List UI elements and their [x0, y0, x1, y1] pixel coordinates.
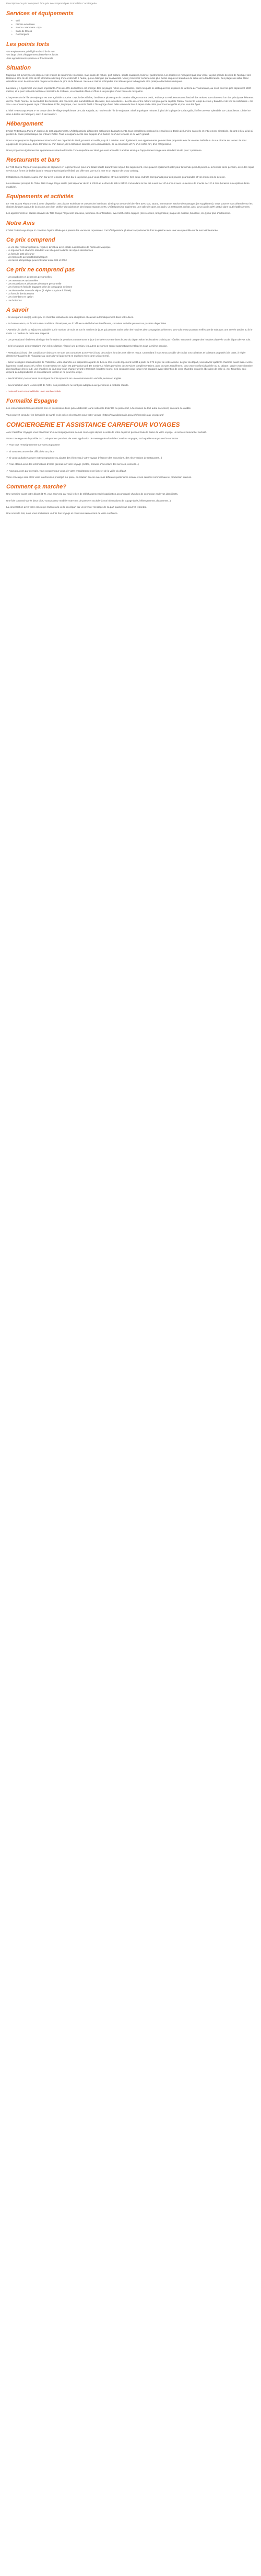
paragraph: - Selon les règles internationales de l'hôtellerie, votre chambre est disponible à partir de 14h ou 15h et votre logement locatif à partir de 17h le jour de votre arrivée. Le jour du départ, vous devrez quitter la chambre avant midi et votre logement locatif avant 10h, même si votre retour en avion est prévu plus tard. De nombreux hôtels prévoient des services complémentaires, avec ou sans supplément, pour votre confort à l'arrivée ou au départ : garder votre chambre plus tard (late check-out), une chambre de jour pour vous changer avant le transfert (courtesy room). Ces consignes pour ranger vos bagages avant obtention de votre chambre ou après libération de celle-ci, etc. Toutefois, ceci dépend des disponibilités et circonstances locales et ne peut être exigé. — [6, 361, 253, 374]
situation-title: Situation — [6, 64, 31, 71]
list-item: - Les assurances optionnelles — [6, 279, 38, 282]
hebergement-title: Hébergement — [6, 120, 43, 127]
list-item: - Les boissons — [6, 299, 22, 302]
services-title: Services et équipements — [6, 10, 74, 17]
comment-section — [6, 483, 255, 515]
conciergerie-section — [6, 421, 255, 479]
list-item: • Sauna - Hammam - Spa — [16, 26, 255, 30]
equipements-title: Equipements et activités — [6, 193, 74, 200]
list-item: -Un emplacement privilégié au bord de la mer — [6, 50, 55, 53]
prix-comprend-section — [6, 236, 255, 262]
paragraph: - Si vous partez seul(e), votre prix en chambre individuelle sera obligatoire et calculé automatiquement dans votre devis. — [6, 315, 134, 318]
paragraph: Votre concierge sera alors votre interlocuteur privilégié sur place, en relation directe avec nos différents partenaires locaux et nos services commerciaux et production internes. — [6, 475, 192, 478]
list-item: - Le logement en chambre standard vue ville pour la durée de séjour sélectionnée — [6, 249, 93, 252]
notre-avis-section — [6, 220, 255, 232]
list-item: - La formule petit-déjeuner — [6, 252, 34, 255]
paragraph: Votre concierge est disponible 24/7, uniquement par chat, via votre application de messagerie sécurisée Carrefour Voyages, sur laquelle vous pouvez le contacter : — [6, 437, 180, 440]
list-item: - Les éventuels frais de bagages selon la compagnie aérienne — [6, 286, 73, 289]
formalite-section — [6, 397, 255, 417]
hebergement-section — [6, 120, 255, 152]
list-item: - Les excursions et dépenses de nature personnelle — [6, 282, 62, 286]
paragraph: Les appartements et studios rénovés du THB Guaya Playa sont spacieux, lumineux et confortables, avec kitchenette équipée (micro-ondes, réfrigérateur, plaque de cuisson, bouilloire, etc.) pour plus d'autonomie. — [6, 212, 231, 215]
paragraph: - Prestations à bord : les conditions et boissons ne sont pas comprises au service à bord des avions lors des vols aller et retour. Cependant il vous sera possible de choisir vos collations et boissons proposés à la carte, à régler directement auprès de l'équipage au cours du vol (paiement en espèces et en carte uniquement). — [6, 351, 246, 357]
paragraph: Nous proposons également les appartements standard Studio d'une superficie de 36m², pouvant accueillir 2 adultes ainsi que l'appartement single une standard studio pour 1 personne. — [6, 149, 203, 152]
services-section — [6, 10, 255, 37]
paragraph: L'hôtel THB Guaya Playa 4* constitue l'option idéale pour passer des vacances reposantes. Cet hôtel possède plusieurs appartements dont sa piscine avec une vue splendide sur la mer Méditerranée. — [6, 229, 219, 232]
services-list — [6, 19, 255, 37]
paragraph: L'établissement dispose aussi d'un bar avec terrasse et d'un bar à la piscine, pour vous désaltérer et vous rafraîchir. Ces deux endroits sont parfaits pour des pauses gourmandes et vos moments de détente. — [6, 175, 226, 178]
paragraph: La conversation avec votre concierge s'activera la veille du départ par un premier message de sa part quand vous pourrez répondre. — [6, 505, 147, 508]
list-item: -Des appartements spacieux et fonctionnels — [6, 56, 53, 60]
paragraph: - Les prestations hôtelières ainsi que les formules de pensions commencent le jour d'arrivée et se terminent le jour du départ selon les horaires choisis par l'hôtelier, sans tenir compte des horaires d'arrivée ou de départ de vos vols. — [6, 338, 251, 341]
paragraph-with-link[interactable]: Vous pouvez consulter les formalités de santé et de police nécessaires pour votre voyage : https://www.diplomatie.gouv.fr/fr/conseils-aux-voyageurs/ — [6, 413, 164, 416]
notre-avis-title: Notre Avis — [6, 220, 35, 226]
list-item: • Piscine extérieure — [16, 23, 255, 27]
formalite-title: Formalité Espagne — [6, 398, 58, 405]
paragraph: Les ressortissants français doivent être en possession d'une pièce d'identité (carte nationale d'identité ou passeport, à l'exclusion de tout autre document) en cours de validité. — [6, 407, 192, 410]
paragraph: Le THB Guaya Playa 4* met à votre disposition une piscine extérieure et une piscine intérieure, ainsi qu'un centre de bien-être avec spa, sauna, hammam et service de massages (en supplément). Vous pourrez vous détendre sur les chaises longues autour de la piscine avec bar, profiter du solarium et des beaux espaces verts. L'hôtel possède également une salle de sport, un jardin, un restaurant, un bar, ainsi qu'un accès WiFi gratuit dans tout l'établissement. — [6, 202, 253, 209]
list-item: • Salle de fitness — [16, 30, 255, 33]
list-item: ✓ Si vous souhaitez ajouter votre programme ou ajouter des éléments à votre voyage (réserver des excursions, des réservations de restaurants...) — [6, 457, 162, 460]
list-item: - Les taxes aéroport qui peuvent varier entre 30€ et 200€ — [6, 259, 67, 262]
prix-ne-comprend-title: Ce prix ne comprend pas — [6, 267, 75, 273]
prix-ne-comprend-section — [6, 266, 255, 302]
list-item: • Conciergerie — [16, 33, 255, 37]
situation-section — [6, 64, 255, 116]
list-item: - Le vol aller / retour spécial ou régulier, direct ou avec escale à destination de Palma de Majorque — [6, 245, 111, 248]
points-forts-section — [6, 41, 255, 60]
paragraph: Nous vous proposons l'appartement standard d'une capacité de 45m², pouvant accueillir jusqu'à 3 adultes. Avec également, ces appartements peuvent être proposés avec la vue mer latérale ou la vue directe sur la mer. Ils sont équipés de lits jumeaux, d'une terrasse ou d'un balcon, de la télévision satellite, de la climatisation, de la connexion Wi-Fi, d'un coffre-fort, d'un réfrigérateur. — [6, 139, 246, 145]
paragraph: - Dès lors qu'une des prestations d'un même dossier réservé une pension, les autres personnes seront automatiquement logées sous la même pension. — [6, 345, 168, 348]
list-item: -Un large choix d'équipements bien-être et loisirs — [6, 53, 58, 56]
paragraph: Le THB Guaya Playa 4* vous propose de séjourner en logement seul, pour une totale liberté durant votre séjour. En supplément, vous pouvez également opter pour la formule petit-déjeuner ou la formule demi-pension, avec des repas servis sous forme de buffet dans le restaurant principal de l'hôtel, qui offre une vue sur la mer et un espace de show cooking. — [6, 166, 254, 172]
paragraph: Une nouvelle fois, nous vous souhaitons un très bon voyage et nous vous remercions de votre confiance. — [6, 512, 118, 515]
breadcrumb[interactable]: Description Ce prix comprend / Ce prix ne comprend pas Formalités Conciergerie — [6, 3, 97, 5]
list-item: ✓ Nous pouvons par exemple, vous occuper pour vous, de votre enregistrement en ligne et de la veille du départ — [6, 469, 126, 472]
comment-title: Comment ça marche? — [6, 484, 66, 491]
list-item: - Les éventuelles taxes de séjour (à régler sur place à l'hôtel) — [6, 289, 71, 292]
paragraph: Le restaurant principal de l'hôtel THB Guaya Playa sert le petit déjeuner de 8h à 10h30 et le dîner de 19h à 21h30. Inclus dans le bar est ouvert de 10h à minuit avec un service de snacks de 12h à 16h (horaires susceptibles d'être modifiés). — [6, 182, 250, 188]
prix-comprend-title: Ce prix comprend — [6, 236, 55, 243]
points-forts-title: Les points forts — [6, 41, 50, 48]
paragraph: Une fois connecté après deux clics, vous pourrez modifier votre mot de passe et accéder à vos informations de voyage (vols, hébergements, documents...). — [6, 499, 172, 502]
non-refundable-note: - Cette offre est non modifiable - non remboursable — [6, 390, 61, 393]
paragraph: - Seul indication, les services touristiques fournis reposent sur une communication verbale, servie en anglais. — [6, 377, 122, 380]
list-item: ✓ Si vous rencontrez des difficultés sur place — [6, 450, 55, 453]
a-savoir-section — [6, 306, 255, 393]
paragraph: Majorque est synonyme de plages et de criques de renommée mondiale, mais aussi de nature, golf, culture, sports nautiques, loisirs et gastronomie. Les raisons ne manquent pas pour visiter la plus grande des îles de l'archipel des Baléares. Une île de près de 80 kilomètres de long d'une extrémité à l'autre, qui se distingue par sa diversité. Vous y trouverez certaines des plus belles criques et étendues de sable de la Méditerranée. Des plages de sable blanc cristallines avec de minuscules criques entourées de pins et de falaises. Ses eaux claires et limpides sont idéales pour la baignade et la pratique d'activités nautiques. — [6, 73, 251, 83]
list-item: ✓ Pour tous renseignements sur votre programme — [6, 443, 60, 447]
list-item: - Les transferts aéroport/hôtel/aéroport — [6, 255, 48, 258]
paragraph: - Attention, la durée du séjour est calculée sur le nombre de nuits et non le nombre de jours qui peuvent varier selon les horaires des compagnies aériennes. Les vols retour pourront s'effectuer de nuit avec une arrivée tardive au lit le matin. Le nombre de nuits sera respecté. — [6, 328, 253, 335]
paragraph: La nature y a également une place importante. Près de 40% du territoire est protégé. Des paysages riches en contrastes, parmi lesquels se distinguent les espaces de la Serra de Tramuntana, au nord, dont les pics dépassent 1400 mètres, et le parc national maritime et terrestre de Cabrera, un ensemble d'îles et d'îlots à un peu plus d'une heure de navigation. — [6, 86, 251, 93]
list-item: - Les chambres en option — [6, 295, 33, 299]
paragraph: - Seul indication dans le descriptif de l'offre, nos prestations ne sont pas adaptées aux personnes à mobilité réduite. — [6, 383, 129, 386]
list-item: ✓ Pour obtenir avoir des informations d'ordre général sur votre voyage (météo, horaires d'ouverture des services, conseils...) — [6, 463, 139, 466]
restaurants-section — [6, 156, 255, 188]
paragraph: Avec Carrefour Voyages vous bénéficiez d'un accompagnement de nos concierges depuis la veille de votre départ et pendant toute la durée de votre voyage, un service innovant et exclusif. — [6, 430, 207, 434]
paragraph: L'hôtel THB Guaya Playa 4* se trouve dans le village de pêcheurs de Cala Ratjada, au nord-est de l'île de Majorque. Situé à quelques minutes à pied de la plage de Cala Agulla, il offre une vue splendide sur Cala Lliteras. L'hôtel se situe à 80 km de l'aéroport, soit 1 h de transfert. — [6, 109, 251, 116]
list-item: - Les pourboires et dépenses personnelles — [6, 276, 52, 279]
list-item: - La formule demi-pension — [6, 292, 34, 295]
paragraph: L'hôtel THB Guaya Playa 4* dispose de 138 appartements. L'hôtel possède différentes catégories d'appartements, tous complètement rénovés et redécorés. Dotés de lumière naturelle et entièrement climatisés, ils sont le lieu idéal où profiter du cadre paradisiaque qui entoure l'hôtel. Tous les appartements sont équipés d'un balcon ou d'une terrasse et du Wi-Fi gratuit. — [6, 129, 253, 136]
paragraph: - En basse saison, en fonction des conditions climatiques, ou à l'affluence de l'hôtel est insuffisante, certaines activités peuvent ne pas être disponibles. — [6, 322, 167, 325]
paragraph: Une semaine avant votre départ (J-7), vous recevrez par mail, le lien de téléchargement de l'application accompagné d'un lien de connexion et de vos identifiants. — [6, 493, 179, 496]
conciergerie-title: CONCIERGERIE ET ASSISTANCE CARREFOUR VOYAGES — [6, 420, 180, 428]
page — [0, 0, 261, 529]
a-savoir-title: A savoir — [6, 306, 29, 313]
equipements-section — [6, 193, 255, 215]
paragraph: Chaque recoin de l'île de Majorque est une agréable surprise. Depuis des siècles, l'ambiance pittoresque de certains villages comme Deià , Pollença ou Valldemossa ont fasciné des artistes. La culture est l'un des principaux éléments de l'île. Toute l'année, se succèdent des festivals, des concerts, des manifestations littéraires, des expositions... Le rôle de centre culturel est joué par la capitale Palma. Prenez le temps de vous y balader et de voir sa cathédrale « Sa Seu » ou encore le palais royal d'Almudaina. Enfin, Majorque, c'est aussi la fierté. L'île regorge d'une belle variété de bars à tapas et de clubs pour tous les goûts et pour tous les âges. — [6, 96, 254, 106]
list-item: • Wifi — [16, 19, 255, 23]
restaurants-title: Restaurants et bars — [6, 157, 60, 164]
